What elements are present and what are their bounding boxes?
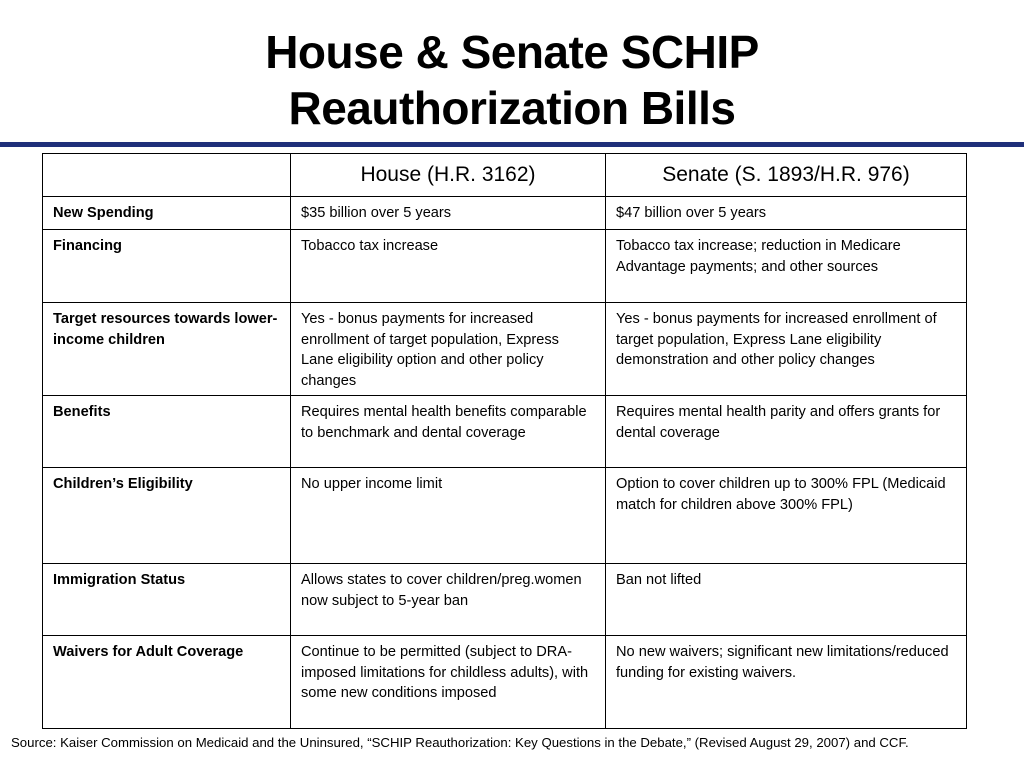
header-cell-house xyxy=(291,154,606,197)
house-new-spending: $35 billion over 5 years xyxy=(301,205,452,221)
table-row xyxy=(43,396,967,468)
table-row xyxy=(43,197,967,230)
table-header-row xyxy=(43,154,967,197)
house-cell xyxy=(291,396,606,468)
slide-title xyxy=(0,24,1024,136)
senate-financing: Tobacco tax increase; reduction in Medicare Advantage payments; and other sources xyxy=(616,238,901,275)
senate-cell xyxy=(606,636,967,729)
senate-waivers-adult-coverage: No new waivers; significant new limitations/reduced funding for existing waivers. xyxy=(616,644,949,681)
house-cell xyxy=(291,303,606,396)
slide-title-line-1: House & Senate SCHIP xyxy=(265,26,759,78)
house-cell xyxy=(291,636,606,729)
senate-benefits: Requires mental health parity and offers grants for dental coverage xyxy=(616,404,941,441)
senate-cell xyxy=(606,468,967,564)
slide-title-line-2: Reauthorization Bills xyxy=(288,82,736,134)
house-childrens-eligibility: No upper income limit xyxy=(301,476,443,492)
senate-target-resources: Yes - bonus payments for increased enrollment of target population, Express Lane eligibility demonstration and other policy changes xyxy=(616,311,937,368)
row-label-financing: Financing xyxy=(53,238,122,254)
row-label-childrens-eligibility: Children’s Eligibility xyxy=(53,476,193,492)
row-label-cell xyxy=(43,564,291,636)
senate-immigration-status: Ban not lifted xyxy=(616,572,702,588)
row-label-cell xyxy=(43,468,291,564)
senate-childrens-eligibility: Option to cover children up to 300% FPL (Medicaid match for children above 300% FPL) xyxy=(616,476,946,513)
table-row xyxy=(43,636,967,729)
table-row xyxy=(43,230,967,303)
house-benefits: Requires mental health benefits comparable to benchmark and dental coverage xyxy=(301,404,587,441)
senate-cell xyxy=(606,230,967,303)
house-column-header: House (H.R. 3162) xyxy=(360,163,536,186)
row-label-waivers-adult-coverage: Waivers for Adult Coverage xyxy=(53,644,244,660)
row-label-target-resources: Target resources towards lower-income children xyxy=(53,311,278,348)
row-label-benefits: Benefits xyxy=(53,404,111,420)
senate-cell xyxy=(606,396,967,468)
house-cell xyxy=(291,468,606,564)
senate-cell xyxy=(606,564,967,636)
house-cell xyxy=(291,197,606,230)
row-label-cell xyxy=(43,303,291,396)
source-citation: Source: Kaiser Commission on Medicaid and the Uninsured, “SCHIP Reauthorization: Key Questions in the Debate,” (Revised August 29, 2007) and CCF. xyxy=(11,735,909,750)
row-label-cell xyxy=(43,396,291,468)
house-cell xyxy=(291,230,606,303)
house-financing: Tobacco tax increase xyxy=(301,238,439,254)
senate-column-header: Senate (S. 1893/H.R. 976) xyxy=(662,163,910,186)
house-cell xyxy=(291,564,606,636)
header-cell-senate xyxy=(606,154,967,197)
house-immigration-status: Allows states to cover children/preg.women now subject to 5-year ban xyxy=(301,572,582,609)
title-divider xyxy=(0,142,1024,147)
senate-cell xyxy=(606,303,967,396)
senate-cell xyxy=(606,197,967,230)
senate-new-spending: $47 billion over 5 years xyxy=(616,205,767,221)
house-waivers-adult-coverage: Continue to be permitted (subject to DRA-imposed limitations for childless adults), with some new conditions imposed xyxy=(301,644,589,701)
row-label-cell xyxy=(43,636,291,729)
row-label-immigration-status: Immigration Status xyxy=(53,572,186,588)
table-row xyxy=(43,468,967,564)
table-row xyxy=(43,564,967,636)
row-label-cell xyxy=(43,197,291,230)
table-row xyxy=(43,303,967,396)
house-target-resources: Yes - bonus payments for increased enrollment of target population, Express Lane eligibility option and other policy changes xyxy=(301,311,559,389)
header-cell-blank xyxy=(43,154,291,197)
row-label-cell xyxy=(43,230,291,303)
bill-comparison-table xyxy=(42,153,967,729)
row-label-new-spending: New Spending xyxy=(53,205,154,221)
